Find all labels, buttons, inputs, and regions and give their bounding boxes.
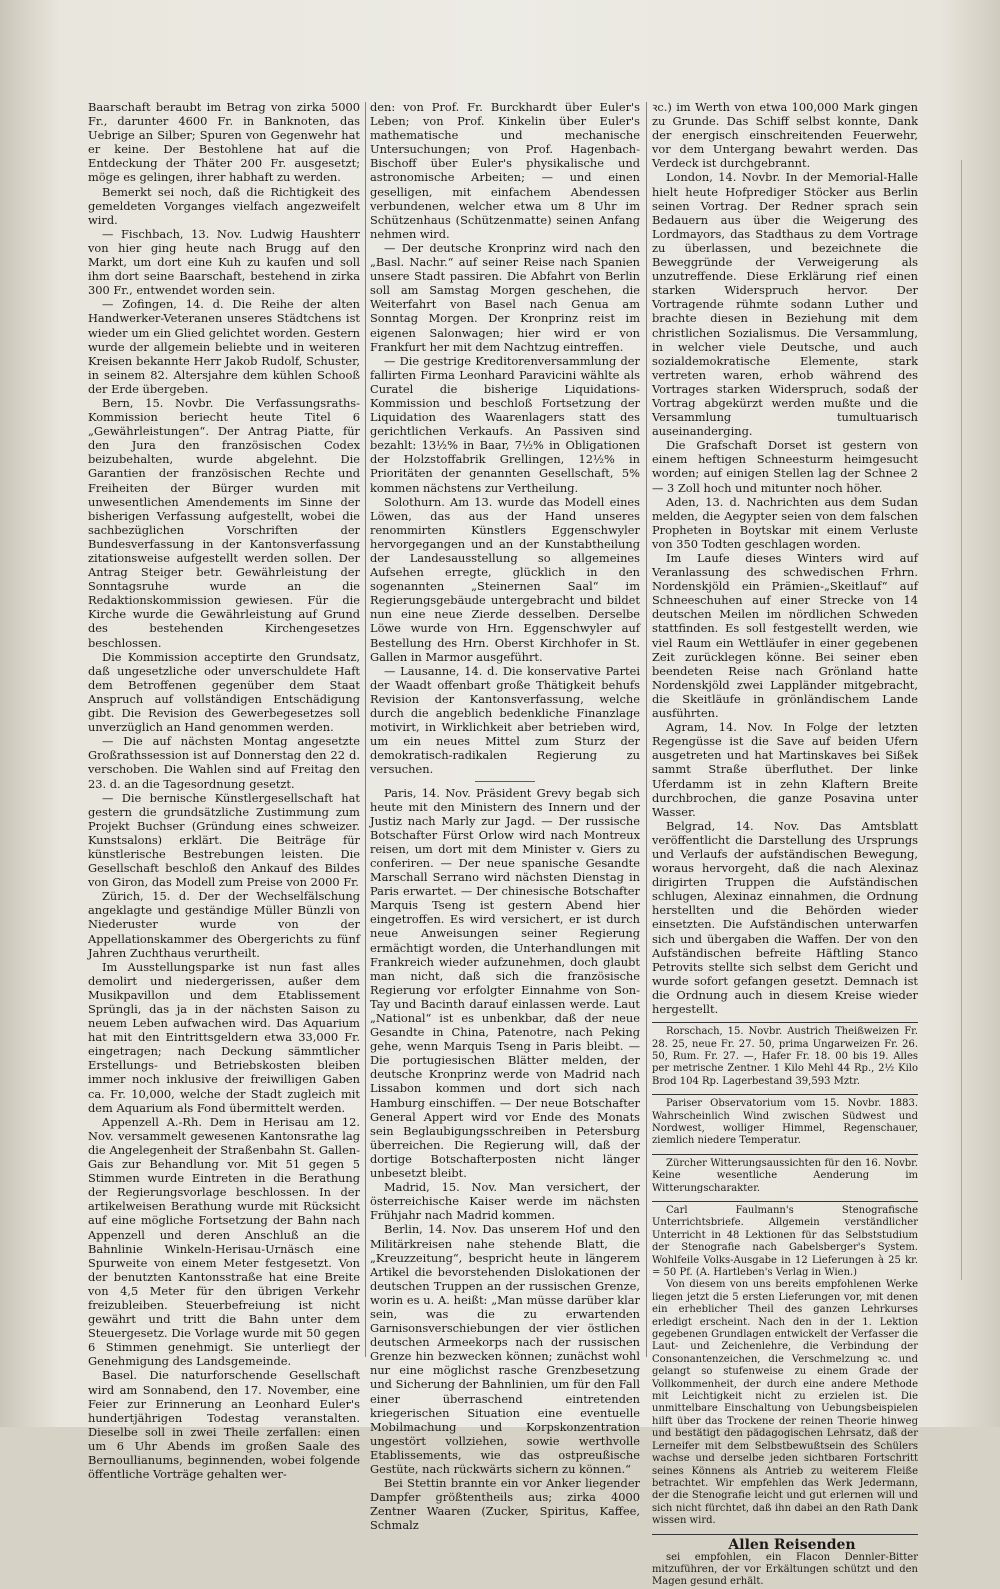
article-paragraph: — Zofingen, 14. d. Die Reihe der alten Handwerker-Veteranen unseres Städtchens ist wieder um ein Glied gelichtet worden. Gestern wurde der allgemein beliebte und in weiteren Kreisen bekannte Herr Jakob Rudolf, Schuster, in seinem 82. Altersjahre dem kühlen Schooß der Erde übergeben. <box>88 297 360 396</box>
article-paragraph: Belgrad, 14. Nov. Das Amtsblatt veröffentlicht die Darstellung des Ursprungs und Verlaufs der aufständischen Bewegung, woraus hervorgeht, daß die nach Alexinaz dirigirten Truppen die Aufständischen schlugen, Alexinaz einnahmen, die Ordnung herstellten und die Behörden wieder einsetzten. Die Aufständischen unterwarfen sich und übergaben die Waffen. Der von den Aufständischen befreite Häftling Stanco Petrovits stellte sich selbst dem Gericht und wurde sofort gefangen gesetzt. Demnach ist die Ordnung auch in diesem Kreise wieder hergestellt. <box>652 818 918 1016</box>
article-paragraph: Die Kommission acceptirte den Grundsatz, daß ungesetzliche oder unverschuldete Haft dem Betroffenen gegenüber dem Staat Anspruch auf vollständigen Entschädigung gibt. Die Revision des Gewerbegesetzes soll unverzüglich an Hand genommen werden. <box>88 649 360 735</box>
weather-forecast <box>652 1154 918 1195</box>
article-paragraph: Madrid, 15. Nov. Man versichert, der österreichische Kaiser werde im nächsten Frühjahr nach Madrid kommen. <box>370 1180 640 1223</box>
article-paragraph: Bern, 15. Novbr. Die Verfassungsraths-Kommission beriecht heute Titel 6 „Gewährleistungen“. Der Antrag Piatte, für den Jura den französischen Codex beizubehalten, wurde abgelehnt. Die Garantien der französischen Rechte und Freiheiten der Bürger wurden mit unwesentlichen Amendements im Sinne der bisherigen Verfassung aufgestellt, wobei die sachbezüglichen Vorschriften der Bundesverfassung in der Kantonsverfassung zitationsweise aufgestellt werden sollen. Der Antrag Steiger betr. Gewährleistung der Sonntagsruhe wurde an die Redaktionskommission gewiesen. Für die Kirche wurde die Gewährleistung auf Grund des bestehenden Kirchengesetzes beschlossen. <box>88 395 360 650</box>
faulmann-ad-review: Von diesem von uns bereits empfohlenen Werke liegen jetzt die 5 ersten Lieferungen vor, mit denen ein erheblicher Theil des ganzen Lehrkurses erledigt erscheint. Nach den in der 1. Lektion gegebenen Grundlagen entwickelt der Verfasser die Laut- und Zeichenlehre, die Verbindung der Consonantenzeichen, die Verschmelzung ꝛc. und gelangt so stufenweise zu einem Grade der Vollkommenheit, der durch eine andere Methode mit Leichtigkeit nicht zu erzielen ist. Die unmittelbare Einschaltung von Uebungsbeispielen hilft über das Trockene der reinen Theorie hinweg und bestätigt den pädagogischen Lehrsatz, daß der Lerneifer mit dem Selbstbewußtsein des Schülers wachse und derselbe jeden sichtbaren Fortschritt seines Könnens als Antrieb zu weiterem Fleiße betrachtet. Wir empfehlen das Werk Jedermann, der die Stenografie leicht und gut erlernen will und sich nicht fürchtet, daß ihn dabei an den Rath Dank wissen wird. <box>652 1279 918 1527</box>
article-paragraph: Im Laufe dieses Winters wird auf Veranlassung des schwedischen Frhrn. Nordenskjöld ein Prämien-„Skeitlauf“ auf Schneeschuhen auf einer Strecke von 14 deutschen Meilen im nördlichen Schweden stattfinden. Es soll festgestellt werden, wie viel Raum ein Wettläufer in einer gegebenen Zeit zurücklegen könne. Bei seiner eben beendeten Reise nach Grönland hatte Nordenskjöld zwei Lappländer mitgebracht, die Skeitläufe in grönländischem Lande ausführten. <box>652 551 918 721</box>
weather-forecast-text: Zürcher Witterungsaussichten für den 16. Novbr. Keine wesentliche Aenderung im Witterungscharakter. <box>652 1157 918 1194</box>
faulmann-advertisement <box>652 1201 918 1528</box>
article-paragraph: Bemerkt sei noch, daß die Richtigkeit des gemeldeten Vorganges vielfach angezweifelt wird. <box>88 184 360 227</box>
article-paragraph: London, 14. Novbr. In der Memorial-Halle hielt heute Hofprediger Stöcker aus Berlin seinen Vortrag. Der Redner sprach sein Bedauern aus über die Weigerung des Lordmayors, das Stadthaus zu dem Vortrage zu überlassen, und bezeichnete die Beweggründe der Verweigerung als unzutreffende. Diese Erklärung rief einen starken Widerspruch hervor. Der Vortragende rühmte sodann Luther und brachte diesen in Beziehung mit dem christlichen Sozialismus. Die Versammlung, in welcher viele Deutsche, und auch sozialdemokratische Elemente, stark vertreten waren, erhob während des Vortrages starken Widerspruch, sodaß der Vortrag abgekürzt werden mußte und die Versammlung tumultuarisch auseinanderging. <box>652 170 918 439</box>
article-paragraph: Appenzell A.-Rh. Dem in Herisau am 12. Nov. versammelt gewesenen Kantonsrathe lag die Angelegenheit der Straßenbahn St. Gallen-Gais zur Behandlung vor. Mit 51 gegen 5 Stimmen wurde Eintreten in die Berathung der Regierungsvorlage beschlossen. In der artikelweisen Berathung wurde mit Rücksicht auf eine mögliche Fortsetzung der Bahn nach Appenzell und deren Anschluß an die Bahnlinie Winkeln-Herisau-Urnäsch eine Spurweite von einem Meter festgesetzt. Von der benutzten Kantonsstraße hat eine Breite von 4,5 Meter für den übrigen Verkehr freizubleiben. Steuerbefreiung ist nicht gewährt und tritt die Bahn unter dem Steuergesetz. Die Vorlage wurde mit 50 gegen 6 Stimmen genehmigt. Sie unterliegt der Genehmigung des Landsgemeinde. <box>88 1114 360 1369</box>
article-paragraph: Baarschaft beraubt im Betrag von zirka 5000 Fr., darunter 4600 Fr. in Banknoten, das Uebrige an Silber; Spuren von Gegenwehr hat er keine. Der Bestohlene hat auf die Entdeckung der Thäter 200 Fr. ausgesetzt; möge es gelingen, ihrer habhaft zu werden. <box>88 100 360 185</box>
section-separator <box>475 781 535 782</box>
article-paragraph: — Die auf nächsten Montag angesetzte Großrathssession ist auf Donnerstag den 22 d. verschoben. Die Wahlen sind auf Freitag den 23. d. an die Tagesordnung gesetzt. <box>88 734 360 791</box>
article-paragraph: — Lausanne, 14. d. Die konservative Partei der Waadt offenbart große Thätigkeit behufs Revision der Kantonsverfassung, welche durch die angeblich bedenkliche Finanzlage motivirt, in Wirklichkeit aber betrieben wird, um ein neues Mittel zum Sturz der demokratisch-radikalen Regierung zu versuchen. <box>370 663 640 777</box>
article-paragraph: — Die gestrige Kreditorenversammlung der fallirten Firma Leonhard Paravicini wählte als Curatel die bisherige Liquidations-Kommission und beschloß Fortsetzung der Liquidation des Waarenlagers statt des gerichtlichen Verkaufs. An Passiven sind bezahlt: 13½% in Baar, 7½% in Obligationen der Holzstoffabrik Grellingen, 12½% in Prioritäten der genannten Gesellschaft, 5% kommen nächstens zur Vertheilung. <box>370 353 640 495</box>
market-report <box>652 1022 918 1088</box>
article-paragraph: den: von Prof. Fr. Burckhardt über Euler's Leben; von Prof. Kinkelin über Euler's mathematische und mechanische Untersuchungen; von Prof. Hagenbach-Bischoff über Euler's physikalische und astronomische Arbeiten; — und einen geselligen, mit einfachem Abendessen verbundenen, welcher etwa um 8 Uhr im Schützenhaus (Schützenmatte) seinen Anfang nehmen wird. <box>370 100 640 241</box>
article-paragraph: Zürich, 15. d. Der der Wechselfälschung angeklagte und geständige Müller Bünzli von Niederuster wurde von der Appellationskammer des Obergerichts zu fünf Jahren Zuchthaus verurtheilt. <box>88 889 360 960</box>
travel-ad-title: Allen Reisenden <box>728 1536 856 1553</box>
article-paragraph: Solothurn. Am 13. wurde das Modell eines Löwen, das aus der Hand unseres renommirten Künstlers Eggenschwyler hervorgegangen und an der Kunstabtheilung der Landesausstellung so allgemeines Aufsehen erregte, glücklich in den sogenannten „Steinernen Saal“ im Regierungsgebäude untergebracht und bildet nun eine neue Zierde desselben. Derselbe Löwe wurde von Hrn. Eggenschwyler auf Bestellung des Hrn. Oberst Kirchhofer in St. Gallen in Marmor ausgeführt. <box>370 494 640 664</box>
article-paragraph: Die Grafschaft Dorset ist gestern von einem heftigen Schneesturm heimgesucht worden; auf einigen Stellen lag der Schnee 2 — 3 Zoll hoch und mitunter noch höher. <box>652 438 918 495</box>
article-paragraph: Agram, 14. Nov. In Folge der letzten Regengüsse ist die Save auf beiden Ufern ausgetreten und hat Martinskaves bei Sißek sammt Straße überfluthet. Der linke Uferdamm ist in zehn Klaftern Breite durchbrochen, die ganze Posavina unter Wasser. <box>652 720 918 819</box>
article-paragraph: ꝛc.) im Werth von etwa 100,000 Mark gingen zu Grunde. Das Schiff selbst konnte, Dank der energisch einschreitenden Feuerwehr, vor dem Untergang bewahrt werden. Das Verdeck ist durchgebrannt. <box>652 100 918 171</box>
article-paragraph: — Die bernische Künstlergesellschaft hat gestern die grundsätzliche Zustimmung zum Projekt Buchser (Gründung eines schweizer. Kunstsalons) erklärt. Die Beiträge für künstlerische Bestrebungen leisten. Die Gesellschaft beschloß den Ankauf des Bildes von Giron, das Modell zum Preise von 2000 Fr. <box>88 790 360 890</box>
article-paragraph: — Der deutsche Kronprinz wird nach den „Basl. Nachr.“ auf seiner Reise nach Spanien unsere Stadt passiren. Die Abfahrt von Berlin soll am Samstag Morgen geschehen, die Weiterfahrt von Basel nach Genua am Sonntag Morgen. Der Kronprinz reist im eigenen Salonwagen; hier wird er von Frankfurt her mit dem Nachtzug eintreffen. <box>370 240 640 354</box>
market-report-text: Rorschach, 15. Novbr. Austrich Theißweizen Fr. 28. 25, neue Fr. 27. 50, prima Ungarweizen Fr. 26. 50, Rum. Fr. 27. —, Hafer Fr. 18. 00 bis 19. Alles per metrische Zentner. 1 Kilo Mehl 44 Rp., 2½ Kilo Brod 104 Rp. Lagerbestand 39,593 Mztr. <box>652 1026 918 1087</box>
article-paragraph: Paris, 14. Nov. Präsident Grevy begab sich heute mit den Ministern des Innern und der Justiz nach Marly zur Jagd. — Der russische Botschafter Fürst Orlow wird nach Montreux reisen, um dort mit dem Minister v. Giers zu conferiren. — Der neue spanische Gesandte Marschall Serrano wird nächsten Dienstag in Paris erwartet. — Der chinesische Botschafter Marquis Tseng ist gestern Abend hier eingetroffen. Es wird versichert, er ist durch neue Anweisungen seiner Regierung ermächtigt worden, die Unterhandlungen mit Frankreich wieder aufzunehmen, doch glaubt man nicht, daß sich die französische Regierung vor erfolgter Einnahme von Son-Tay und Bacinth darauf einlassen werde. Laut „National“ ist es unbenkbar, daß der neue Gesandte in China, Patenotre, nach Peking gehe, wenn Marquis Tseng in Paris bleibt. — Die portugiesischen Blätter melden, der deutsche Kronprinz werde von Madrid nach Lissabon kommen und dort sich nach Hamburg einschiffen. — Der neue Botschafter General Appert wird vor Ende des Monats sein Beglaubigungsschreiben in Petersburg überreichen. Die Regierung will, daß der dortige Botschafterposten nicht länger unbesetzt bleibt. <box>370 785 640 1181</box>
observatory-report <box>652 1094 918 1148</box>
column-2 <box>370 100 640 1533</box>
column-3 <box>652 100 918 1588</box>
travel-ad-text: sei empfohlen, ein Flacon Dennler-Bitter mitzuführen, der vor Erkältungen schützt und den Magen gesund erhält. <box>652 1551 918 1588</box>
column-1 <box>88 100 360 1482</box>
article-paragraph: Bei Stettin brannte ein vor Anker liegender Dampfer größtentheils aus; zirka 4000 Zentner Waaren (Zucker, Spiritus, Kaffee, Schmalz <box>370 1476 640 1533</box>
article-paragraph: Basel. Die naturforschende Gesellschaft wird am Sonnabend, den 17. November, eine Feier zur Erinnerung an Leonhard Euler's hundertjährigen Todestag veranstalten. Dieselbe soll in zwei Theile zerfallen: einen um 6 Uhr Abends im großen Saale des Bernoullianums, beginnenden, wobei folgende öffentliche Vorträge gehalten wer- <box>88 1368 360 1482</box>
observatory-report-text: Pariser Observatorium vom 15. Novbr. 1883. Wahrscheinlich Wind zwischen Südwest und Nordwest, wolliger Himmel, Regenschauer, ziemlich niedere Temperatur. <box>652 1098 918 1147</box>
article-paragraph: — Fischbach, 13. Nov. Ludwig Haushterr von hier ging heute nach Brugg auf den Markt, um dort eine Kuh zu kaufen und soll ihm dort seine Baarschaft, bestehend in zirka 300 Fr., entwendet worden sein. <box>88 226 360 298</box>
article-paragraph: Im Ausstellungsparke ist nun fast alles demolirt und niedergerissen, außer dem Musikpavillon und dem Etablissement Sprüngli, das ja in der nächsten Saison zu neuem Leben aufwachen wird. Das Aquarium hat mit den Eintrittsgeldern etwa 33,000 Fr. eingetragen; nach Deckung sämmtlicher Erstellungs- und Betriebskosten bleiben immer noch inklusive der freiwilligen Gaben ca. Fr. 10,000, welche der Stadt zugleich mit dem Aquarium als Fond übermittelt werden. <box>88 959 360 1115</box>
page-margin-line <box>961 160 962 1280</box>
faulmann-ad-heading: Carl Faulmann's Stenografische Unterrichtsbriefe. Allgemein verständlicher Unterricht in 48 Lektionen für das Selbststudium der Stenografie nach Gabelsberger's System. Wohlfeile Volks-Ausgabe in 12 Lieferungen à 25 kr. = 50 Pf. (A. Hartleben's Verlag in Wien.) <box>652 1204 918 1278</box>
article-paragraph: Berlin, 14. Nov. Das unserem Hof und den Militärkreisen nahe stehende Blatt, die „Kreuzzeitung“, bespricht heute in längerem Artikel die bevorstehenden Dislokationen der deutschen Truppen an der russischen Grenze, worin es u. A. heißt: „Man müsse darüber klar sein, was die zu erwartenden Garnisonsverschiebungen der vier östlichen deutschen Armeekorps nach der russischen Grenze hin bezwecken können; zunächst wohl nur eine möglichst rasche Grenzbesetzung und Sicherung der Bahnlinien, um für den Fall einer überraschend eintretenden kriegerischen Situation eine eventuelle Mobilmachung und Korpskonzentration ungestört vollziehen, sowie werthvolle Etablissements, wie das ostpreußische Gestüte, nach rückwärts sichern zu können.“ <box>370 1222 640 1476</box>
column-rule-2 <box>646 102 647 1357</box>
column-rule-1 <box>365 102 366 1357</box>
article-paragraph: Aden, 13. d. Nachrichten aus dem Sudan melden, die Aegypter seien von dem falschen Propheten in Boytskar mit einem Verluste von 350 Todten geschlagen worden. <box>652 494 918 551</box>
travel-advertisement <box>652 1534 918 1589</box>
